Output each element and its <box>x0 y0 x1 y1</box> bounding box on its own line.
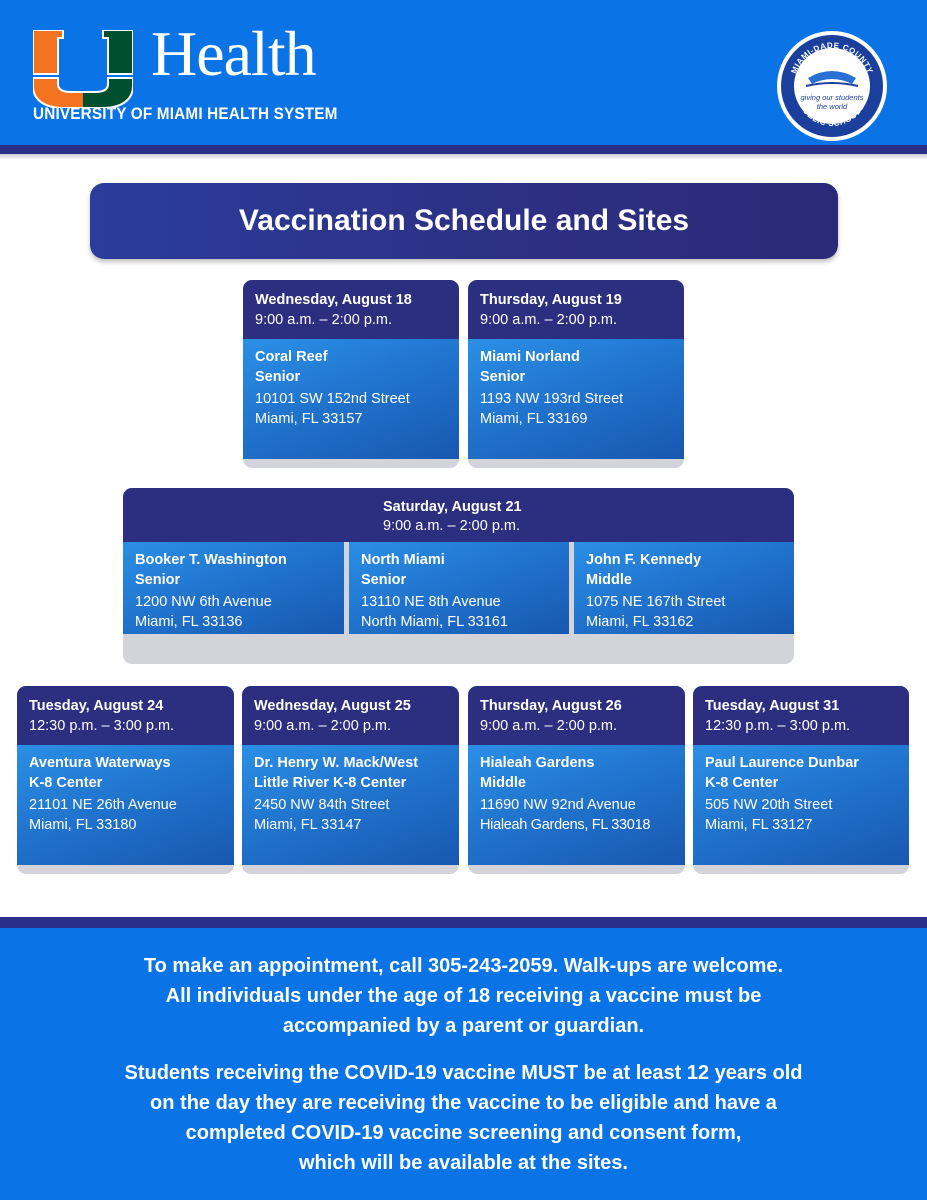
site-name: K-8 Center <box>29 774 103 791</box>
site-street: 505 NW 20th Street <box>705 797 833 813</box>
site-city: Miami, FL 33169 <box>480 410 588 427</box>
saturday-site <box>349 542 569 634</box>
site-city: North Miami, FL 33161 <box>361 613 508 630</box>
notice-line: Students receiving the COVID-19 vaccine MUST be at least 12 years old <box>124 1062 803 1084</box>
card-date: Tuesday, August 24 <box>29 698 164 714</box>
site-city: Hialeah Gardens, FL 33018 <box>480 816 651 833</box>
mdcps-seal-icon <box>776 30 888 142</box>
notice-line: on the day they are receiving the vaccine to be eligible and have a <box>150 1092 777 1114</box>
notice-line: To make an appointment, call 305-243-2059. Walk-ups are welcome. <box>143 955 784 977</box>
footer-divider <box>0 917 927 928</box>
svg-text:the world: the world <box>816 102 848 111</box>
site-name: Senior <box>255 368 301 385</box>
card-date: Thursday, August 26 <box>480 698 622 714</box>
site-name: Miami Norland <box>480 349 580 365</box>
site-city: Miami, FL 33157 <box>255 410 363 427</box>
header-divider <box>0 145 927 154</box>
card-time: 9:00 a.m. – 2:00 p.m. <box>383 518 521 534</box>
site-name: North Miami <box>361 552 445 568</box>
site-name: K-8 Center <box>705 774 779 791</box>
site-name: Senior <box>361 571 407 588</box>
card-time: 12:30 p.m. – 3:00 p.m. <box>29 718 175 734</box>
svg-text:MIAMI-DADE COUNTY: MIAMI-DADE COUNTY <box>789 40 875 75</box>
notice-line: which will be available at the sites. <box>298 1152 628 1174</box>
site-street: 2450 NW 84th Street <box>254 797 390 813</box>
site-name: Coral Reef <box>255 349 328 365</box>
logo-wordmark: Health <box>151 18 316 89</box>
schedule-card <box>242 686 459 874</box>
card-time: 12:30 p.m. – 3:00 p.m. <box>705 718 851 734</box>
site-street: 13110 NE 8th Avenue <box>361 594 501 610</box>
site-city: Miami, FL 33136 <box>135 613 243 630</box>
card-time: 9:00 a.m. – 2:00 p.m. <box>254 718 392 734</box>
notice-line: completed COVID-19 vaccine screening and consent form, <box>185 1122 742 1144</box>
site-name: Senior <box>480 368 526 385</box>
card-time: 9:00 a.m. – 2:00 p.m. <box>480 718 618 734</box>
page-title: Vaccination Schedule and Sites <box>90 183 838 259</box>
site-name: Middle <box>586 571 632 588</box>
saturday-card <box>123 488 794 664</box>
saturday-site <box>123 542 344 634</box>
schedule-card <box>693 686 909 874</box>
card-date: Wednesday, August 18 <box>255 292 412 308</box>
schedule-card <box>17 686 234 874</box>
site-name: Dr. Henry W. Mack/West <box>254 755 419 771</box>
site-street: 11690 NW 92nd Avenue <box>480 797 636 813</box>
site-name: Booker T. Washington <box>135 552 287 568</box>
header-banner <box>0 0 927 145</box>
site-name: Paul Laurence Dunbar <box>705 755 859 771</box>
card-date: Thursday, August 19 <box>480 292 622 308</box>
eligibility-notice <box>20 1058 907 1178</box>
u-logo-icon <box>33 30 133 108</box>
logo-subtitle: UNIVERSITY OF MIAMI HEALTH SYSTEM <box>33 104 338 123</box>
appointment-notice <box>20 951 907 1041</box>
site-street: 1200 NW 6th Avenue <box>135 594 272 610</box>
card-time: 9:00 a.m. – 2:00 p.m. <box>480 312 618 328</box>
site-name: Little River K-8 Center <box>254 774 407 791</box>
site-street: 21101 NE 26th Avenue <box>29 797 177 813</box>
schedule-card <box>243 280 459 468</box>
site-name: Aventura Waterways <box>29 755 171 771</box>
schedule-card <box>468 686 685 874</box>
site-street: 1075 NE 167th Street <box>586 594 726 610</box>
site-city: Miami, FL 33127 <box>705 816 813 833</box>
card-date: Saturday, August 21 <box>383 499 522 515</box>
card-date: Tuesday, August 31 <box>705 698 840 714</box>
svg-text:PUBLIC SCHOOLS: PUBLIC SCHOOLS <box>797 102 867 129</box>
site-city: Miami, FL 33147 <box>254 816 362 833</box>
header-shadow <box>0 154 927 160</box>
site-street: 1193 NW 193rd Street <box>480 391 624 407</box>
saturday-site <box>574 542 794 634</box>
site-city: Miami, FL 33162 <box>586 613 694 630</box>
site-name: Senior <box>135 571 181 588</box>
schedule-card <box>468 280 684 468</box>
notice-line: All individuals under the age of 18 receiving a vaccine must be <box>165 985 762 1007</box>
site-city: Miami, FL 33180 <box>29 816 137 833</box>
card-date: Wednesday, August 25 <box>254 698 411 714</box>
notice-line: accompanied by a parent or guardian. <box>282 1015 645 1037</box>
site-street: 10101 SW 152nd Street <box>255 391 410 407</box>
uhealth-logo <box>33 18 353 132</box>
svg-text:giving our students: giving our students <box>800 93 864 102</box>
footer-notice <box>0 928 927 1200</box>
site-name: Hialeah Gardens <box>480 755 595 771</box>
site-name: Middle <box>480 774 526 791</box>
card-time: 9:00 a.m. – 2:00 p.m. <box>255 312 393 328</box>
site-name: John F. Kennedy <box>586 552 702 568</box>
